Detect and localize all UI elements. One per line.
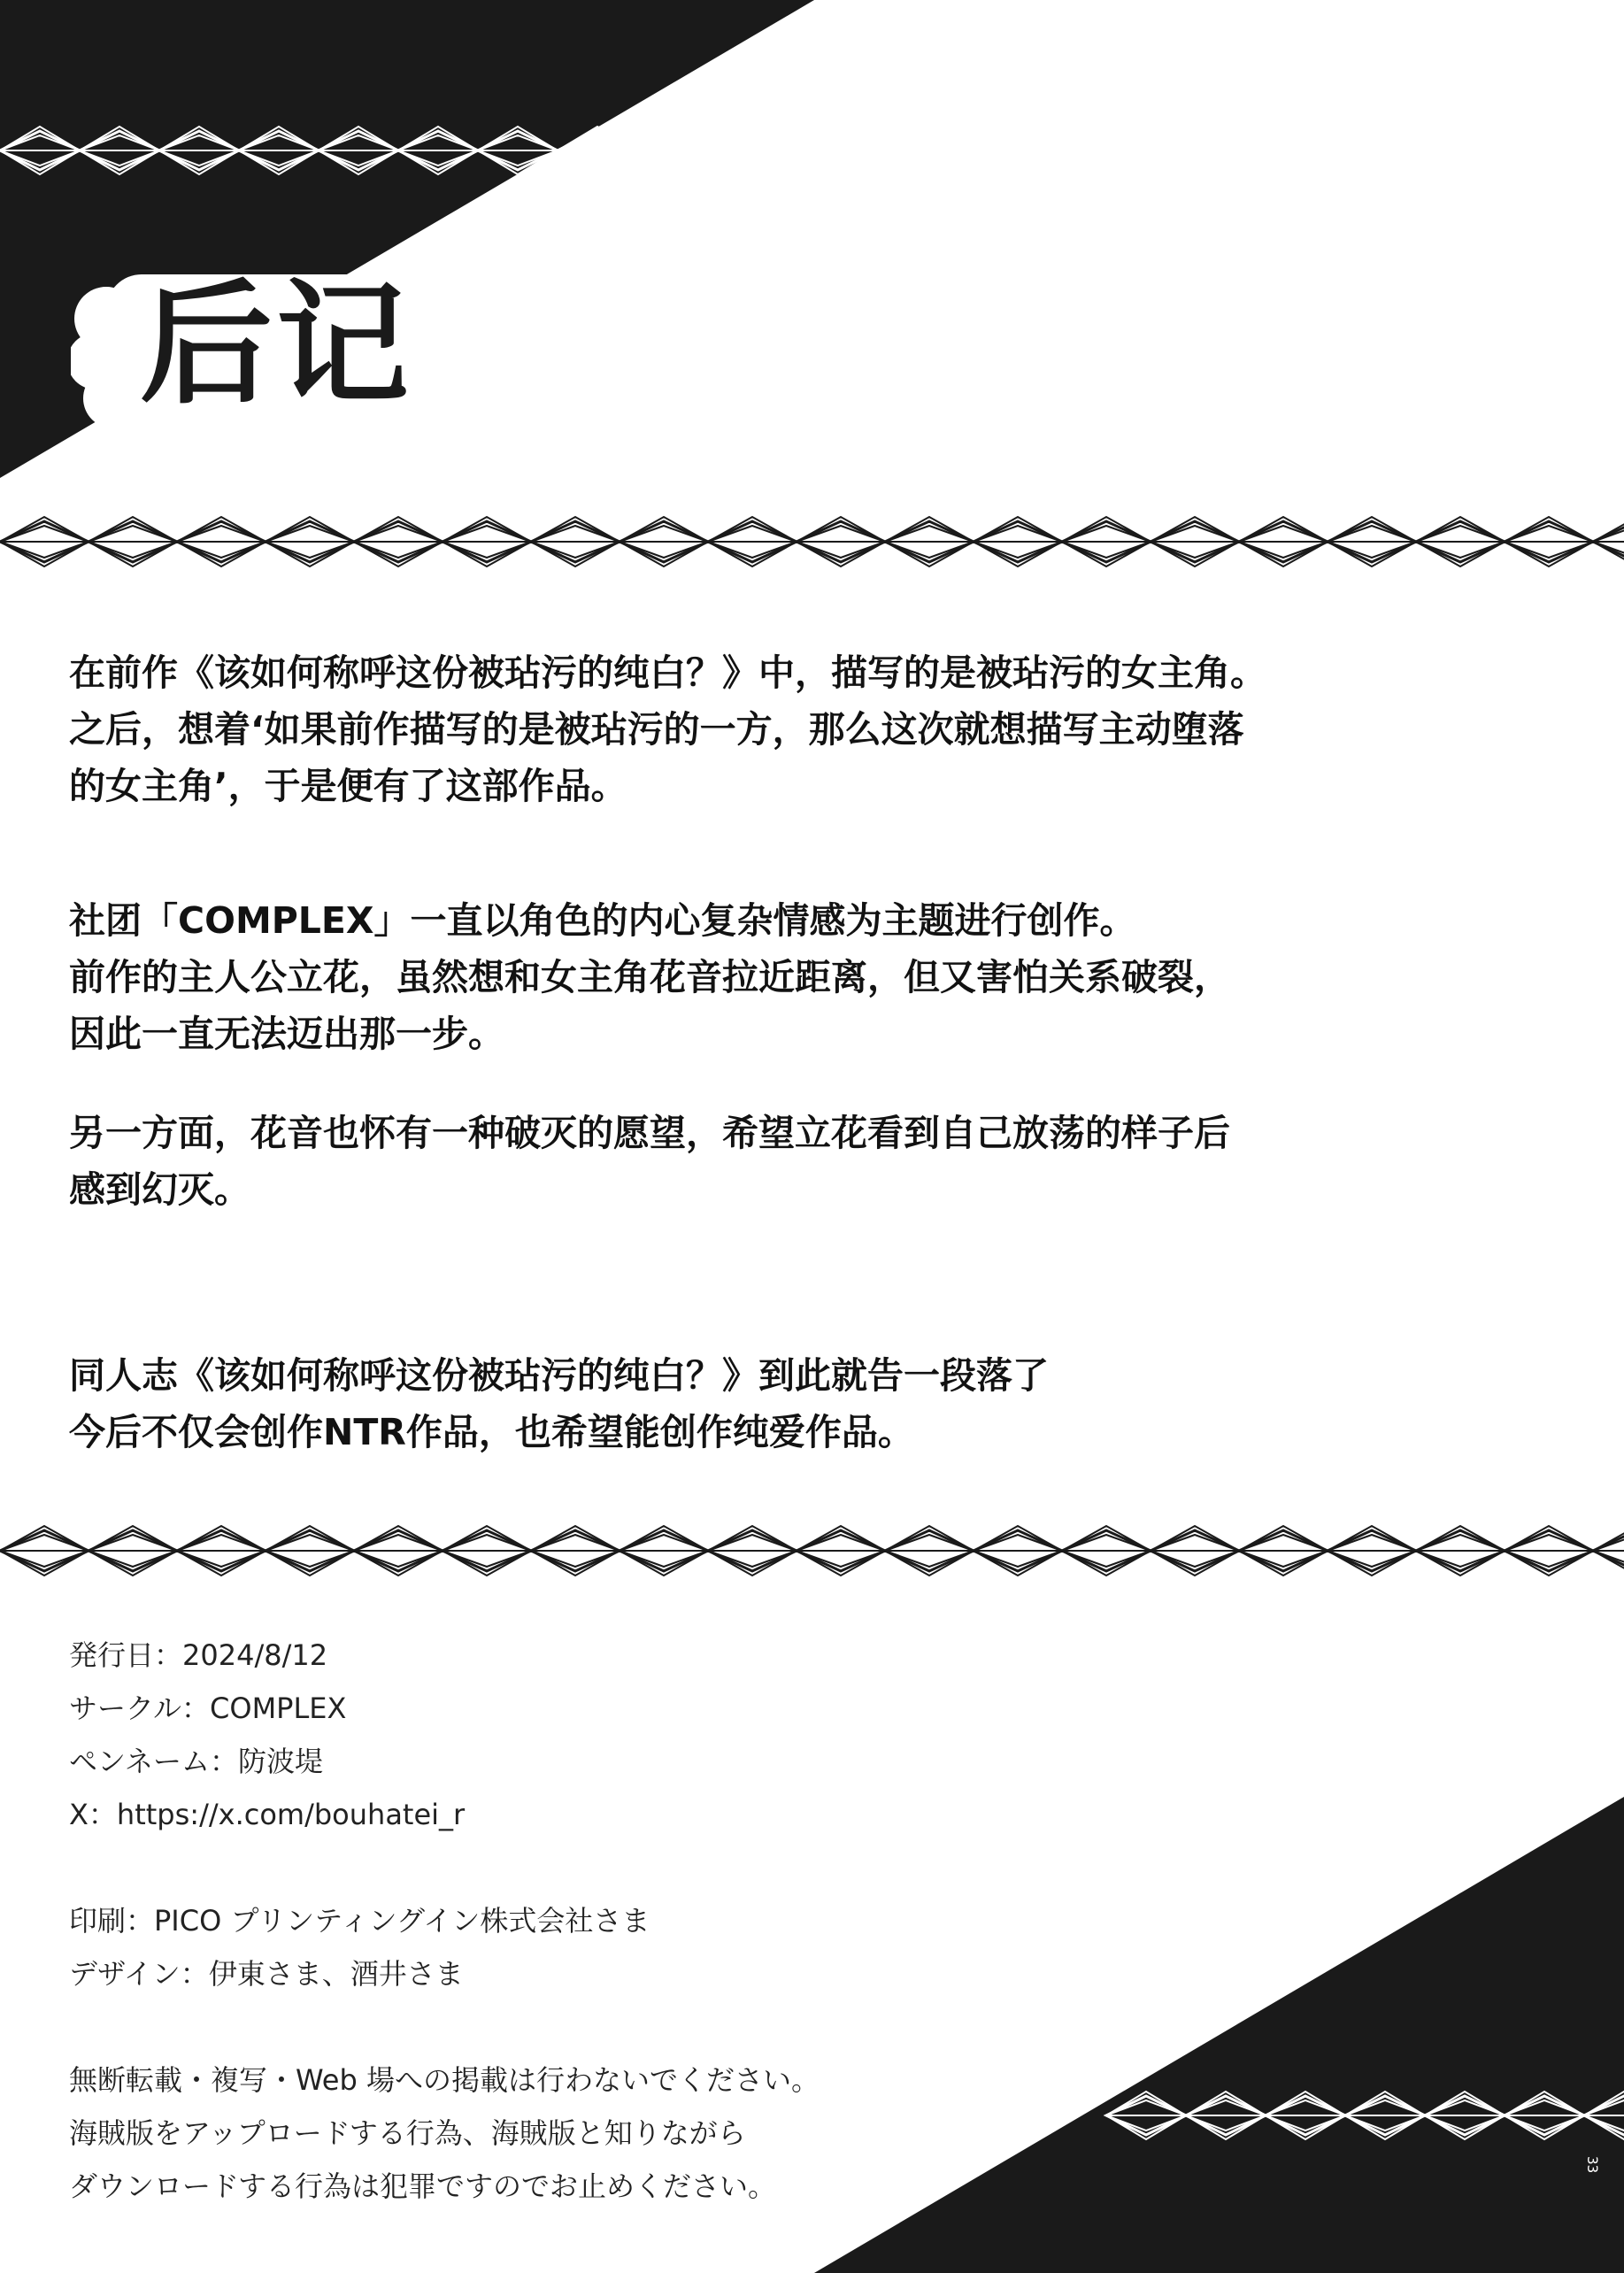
paragraph-line: 同人志《该如何称呼这份被玷污的纯白？》到此就告一段落了 bbox=[69, 1354, 1049, 1397]
paragraph-1 bbox=[69, 644, 1266, 814]
paragraph-2 bbox=[69, 892, 1230, 1062]
lower-chain-border bbox=[0, 1526, 1624, 1576]
paragraph-line: 的女主角’，于是便有了这部作品。 bbox=[69, 765, 627, 807]
notice-line: 海賊版をアップロードする行為、海賊版と知りながら bbox=[69, 2116, 746, 2150]
paragraph-3 bbox=[69, 1105, 1230, 1218]
title-badge bbox=[71, 257, 443, 434]
circle-name: サークル：COMPLEX bbox=[69, 1691, 347, 1725]
publish-date: 発行日：2024/8/12 bbox=[69, 1638, 328, 1672]
paragraph-line: 另一方面，花音也怀有一种破灭的愿望，希望立花看到自己放荡的样子后 bbox=[69, 1112, 1230, 1154]
page-title: 后记 bbox=[140, 268, 413, 422]
upper-chain-border bbox=[0, 517, 1624, 566]
design-credit: デザイン：伊東さま、酒井さま bbox=[69, 1957, 464, 1991]
paragraph-line: 社团「COMPLEX」一直以角色的内心复杂情感为主题进行创作。 bbox=[69, 899, 1136, 942]
x-account-link[interactable]: X：https://x.com/bouhatei_r bbox=[69, 1798, 466, 1831]
bottom-right-dark-triangle bbox=[814, 1797, 1624, 2273]
paragraph-4 bbox=[69, 1347, 1049, 1460]
notice-line: 無断転載・複写・Web 場への掲載は行わないでください。 bbox=[69, 2063, 820, 2097]
pen-name: ペンネーム：防波堤 bbox=[69, 1745, 324, 1778]
paragraph-line: 今后不仅会创作NTR作品，也希望能创作纯爱作品。 bbox=[69, 1411, 914, 1453]
paragraph-line: 之后，想着‘如果前作描写的是被玷污的一方，那么这次就想描写主动堕落 bbox=[69, 708, 1244, 751]
page-number-text: 33 bbox=[1584, 2156, 1601, 2174]
printing-credit: 印刷：PICO プリンティングイン株式会社さま bbox=[69, 1904, 650, 1938]
paragraph-line: 在前作《该如何称呼这份被玷污的纯白？》中，描写的是被玷污的女主角。 bbox=[69, 651, 1266, 694]
page-number bbox=[1584, 2156, 1600, 2177]
paragraph-line: 因此一直无法迈出那一步。 bbox=[69, 1013, 504, 1055]
notice-line: ダウンロードする行為は犯罪ですのでお止めください。 bbox=[69, 2169, 777, 2203]
paragraph-line: 感到幻灭。 bbox=[69, 1168, 250, 1211]
paragraph-line: 前作的主人公立花，虽然想和女主角花音拉近距离，但又害怕关系破裂， bbox=[69, 956, 1230, 998]
colophon bbox=[69, 1629, 820, 2213]
